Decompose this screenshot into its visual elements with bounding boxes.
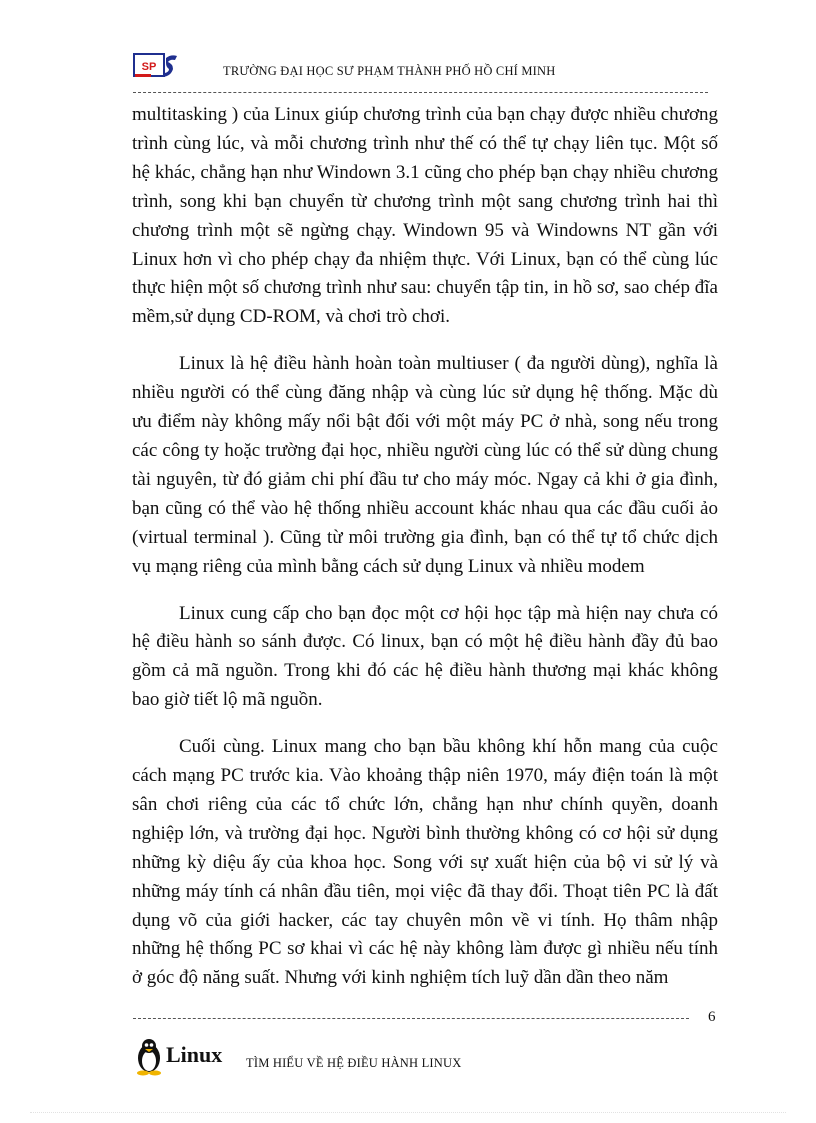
- paragraph: Linux là hệ điều hành hoàn toàn multiuser ( đa người dùng), nghĩa là nhiều người có thể cùng đăng nhập và cùng lúc sử dụng hệ thống. Mặc dù ưu điểm này không mấy nổi bật đối với một máy PC ở nhà, song nếu trong các công ty hoặc trường đại học, nhiều người cùng lúc có thể sử dùng chung tài nguyên, từ đó giảm chi phí đầu tư cho máy móc. Ngay cả khi ở gia đình, bạn cũng có thể vào hệ thống nhiều account khác nhau qua các đầu cuối ảo (virtual terminal ). Cũng từ môi trường gia đình, bạn có thể tự tổ chức dịch vụ mạng riêng của mình bằng cách sử dụng Linux và nhiều modem: [132, 353, 718, 577]
- university-logo-icon: [133, 52, 179, 80]
- linux-logo-text: Linux: [166, 1042, 223, 1067]
- document-body: [132, 101, 718, 1011]
- university-logo-text: SP: [141, 61, 157, 73]
- page-header: [133, 48, 708, 98]
- linux-logo: [133, 1036, 228, 1076]
- footer-title: TÌM HIỂU VỀ HỆ ĐIỀU HÀNH LINUX: [246, 1056, 462, 1070]
- paragraph: Linux cung cấp cho bạn đọc một cơ hội học tập mà hiện nay chưa có hệ điều hành so sánh được. Có linux, bạn có một hệ điều hành đầy đủ bao gồm cả mã nguồn. Trong khi đó các hệ điều hành thương mại khác không bao giờ tiết lộ mã nguồn.: [132, 602, 718, 711]
- bottom-border: [30, 1112, 786, 1113]
- paragraph: multitasking ) của Linux giúp chương trình của bạn chạy được nhiều chương trình cùng lúc, và mỗi chương trình như thế có thể tự chạy liên tục. Một số hệ khác, chẳng hạn như Windown 3.1 cũng cho phép bạn chạy nhiều chương trình, song khi bạn chuyển từ chương trình một sang chương trình hai thì chương trình một sẽ ngừng chạy. Windown 95 và Windowns NT gần với Linux hơn vì cho phép chạy đa nhiệm thực. Với Linux, bạn có thể cùng lúc thực hiện một số chương trình như sau: chuyển tập tin, in hồ sơ, sao chép đĩa mềm,sử dụng CD-ROM, và chơi trò chơi.: [132, 104, 718, 328]
- penguin-icon: [133, 1036, 165, 1076]
- header-title: TRƯỜNG ĐẠI HỌC SƯ PHẠM THÀNH PHỐ HỒ CHÍ MINH: [223, 64, 556, 78]
- footer-divider: [133, 1018, 689, 1019]
- header-divider: [133, 92, 708, 93]
- paragraph: Cuối cùng. Linux mang cho bạn bầu không khí hỗn mang của cuộc cách mạng PC trước kia. Vào khoảng thập niên 1970, máy điện toán là một sân chơi riêng của các tổ chức lớn, chẳng hạn như chính quyền, doanh nghiệp lớn, và trường đại học. Người bình thường không có cơ hội sử dụng những kỳ diệu ấy của khoa học. Song với sự xuất hiện của bộ vi sử lý và những máy tính cá nhân đầu tiên, mọi việc đã thay đổi. Thoạt tiên PC là đất dụng võ của giới hacker, các tay chuyên môn về vi tính. Họ thâm nhập những hệ thống PC sơ khai vì các hệ này không làm được gì nhiều nếu tính ở góc độ năng suất. Nhưng với kinh nghiệm tích luỹ dần dần theo năm: [132, 736, 718, 989]
- page-number: 6: [708, 1009, 716, 1025]
